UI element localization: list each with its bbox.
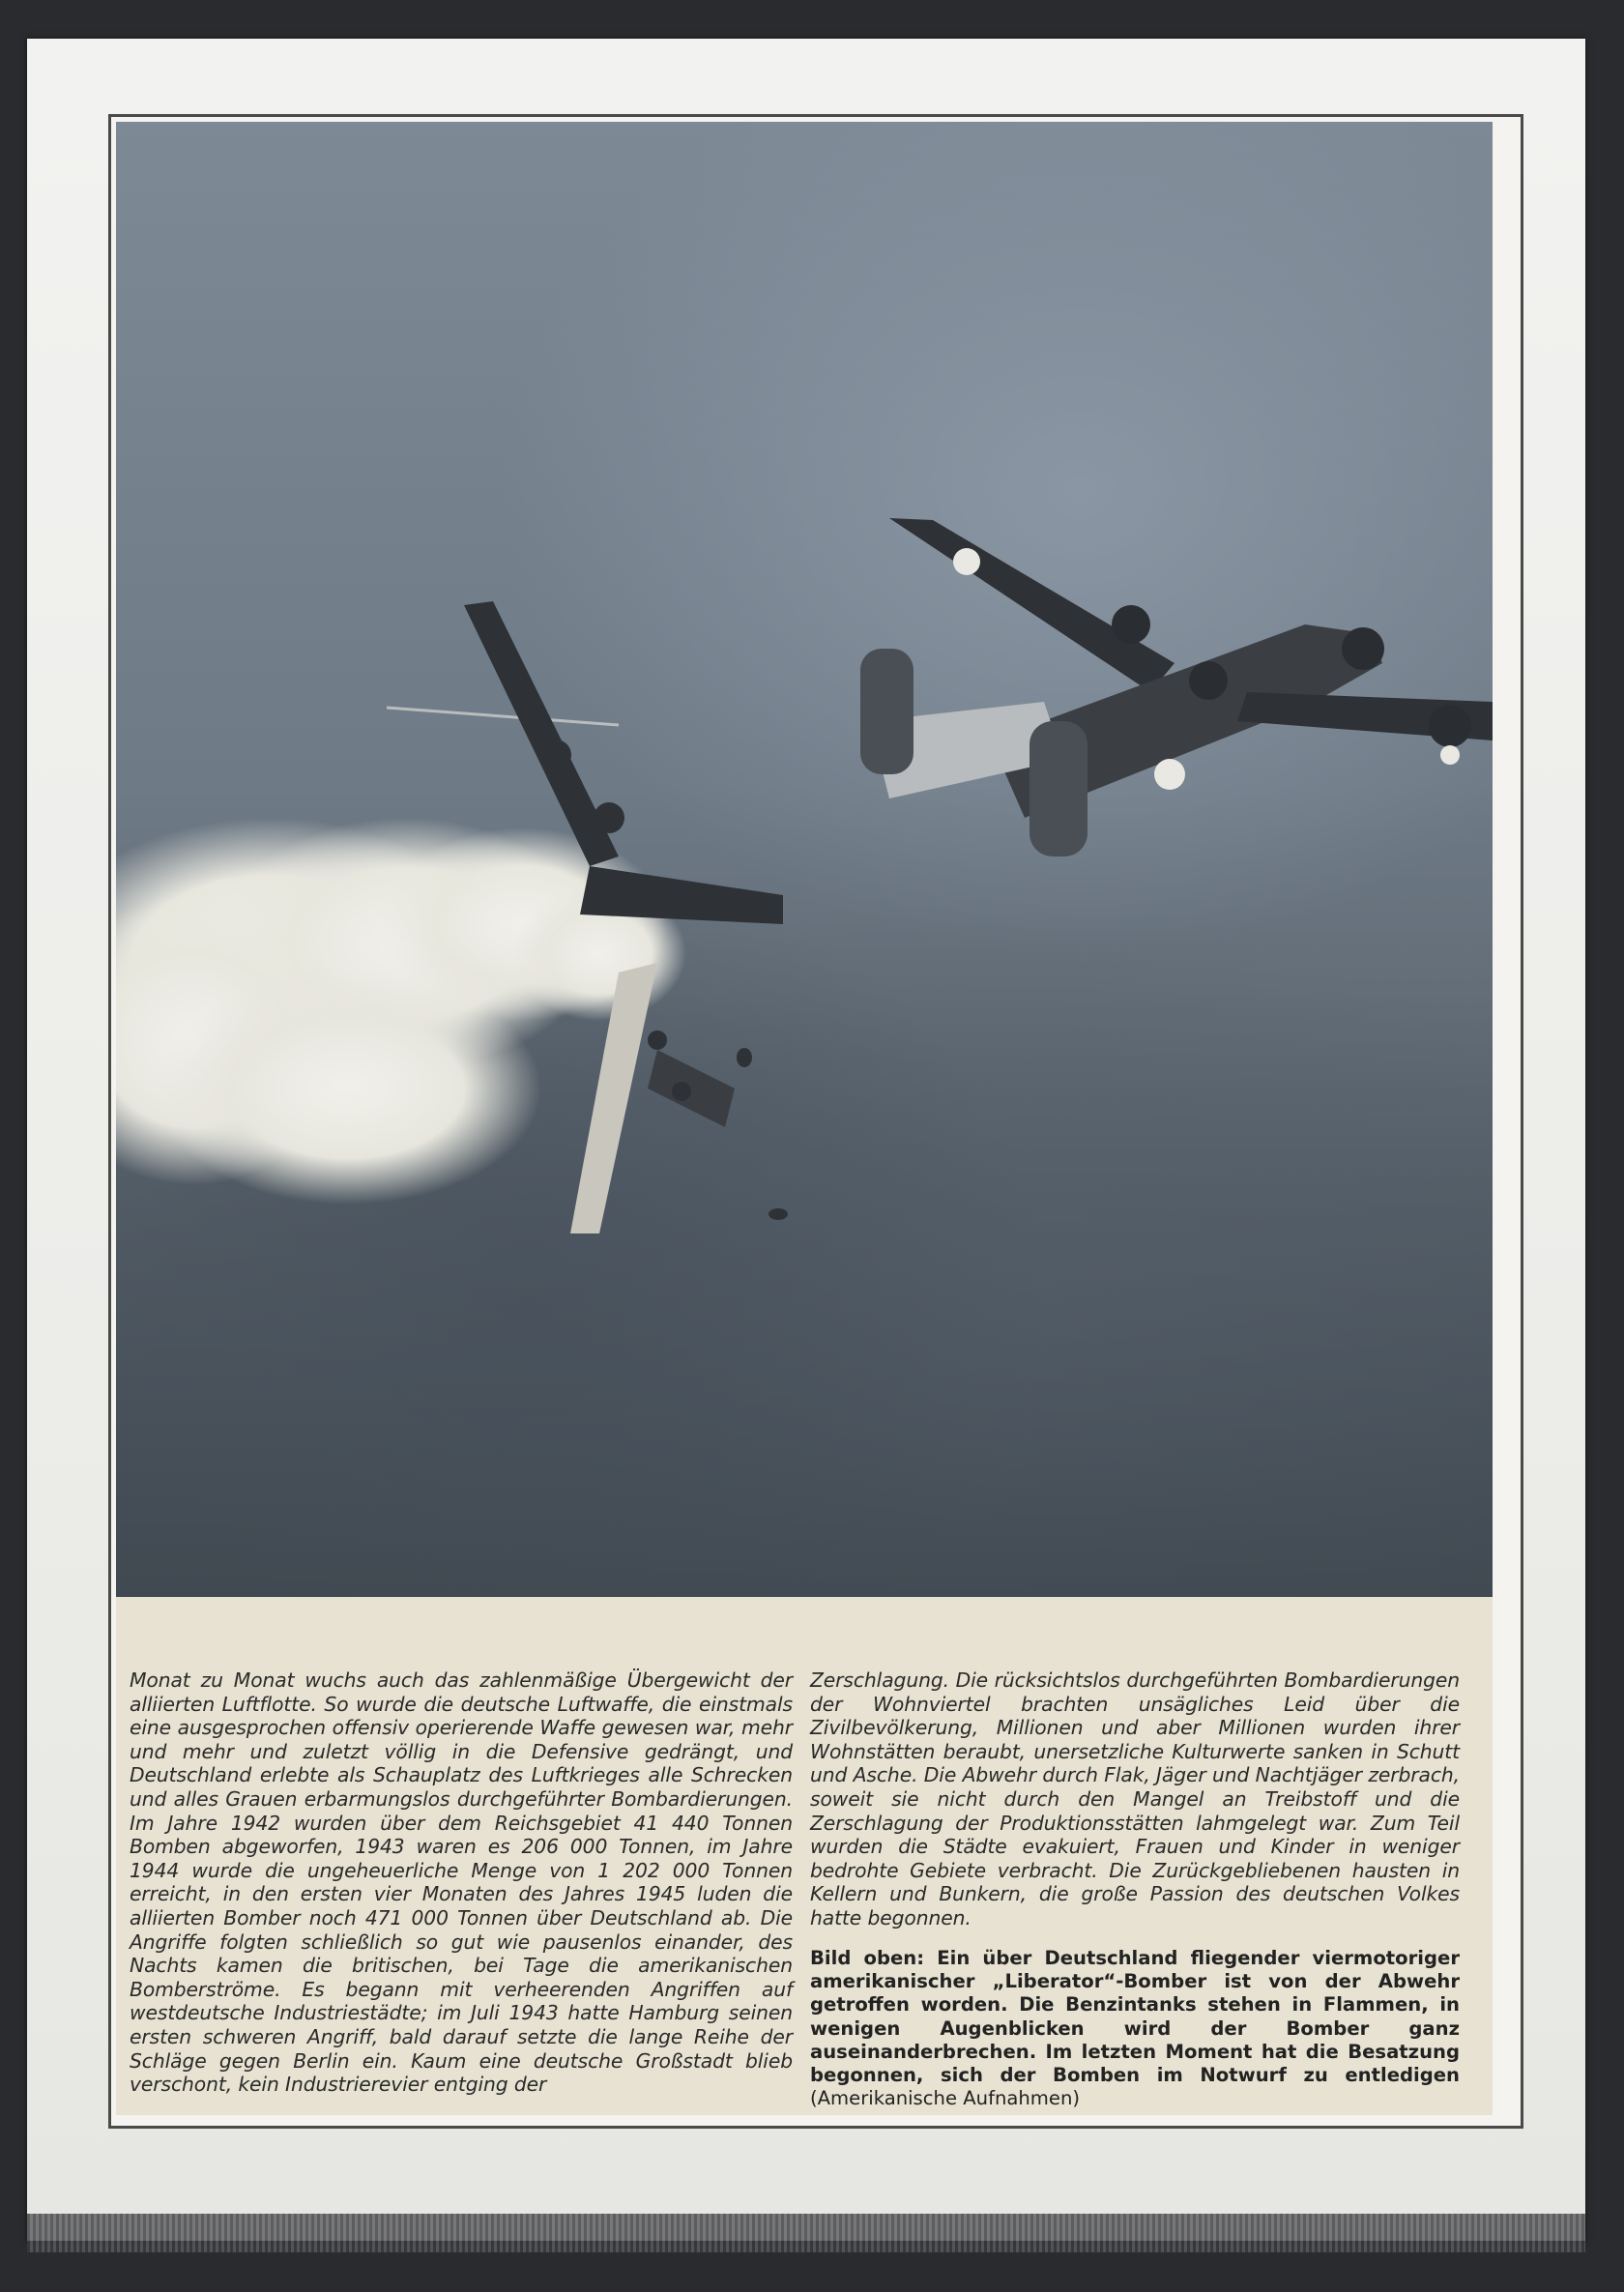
article-right-text: Zerschlagung. Die rücksichtslos durchgeführten Bombardierungen der Wohnviertel brachten unsägliches Leid über die Zivilbevölkerung, Millionen und aber Millionen wurden ihrer Wohnstätten beraubt, unersetzliche Kulturwerte sanken in Schutt und Asche. Die Abwehr durch Flak, Jäger und Nachtjäger zerbrach, soweit sie nicht durch den Mangel an Treibstoff und die Zerschlagung der Produktionsstätten lahmgelegt war. Zum Teil wurden die Städte evakuiert, Frauen und Kinder in weniger bedrohte Gebiete verbracht. Die Zurückgebliebenen hausten in Kellern und Bunkern, die große Passion des deutschen Volkes hatte begonnen. bbox=[810, 1668, 1460, 1929]
photo-credit: (Amerikanische Aufnahmen) bbox=[810, 2087, 1081, 2110]
article-left-column bbox=[130, 1668, 793, 2097]
caption-text: Bild oben: Ein über Deutschland fliegender viermotoriger amerikanischer „Liberator“-Bomber ist von der Abwehr getroffen worden. Die Benzintanks stehen in Flammen, in wenigen Augenblicken wird der Bomber ganz auseinanderbrechen. Im letzten Moment hat die Besatzung begonnen, sich der Bomben im Notwurf zu entledigen bbox=[810, 1947, 1460, 2087]
article-text-area bbox=[116, 1597, 1493, 2115]
article-left-text: Monat zu Monat wuchs auch das zahlenmäßige Übergewicht der alliierten Luftflotte. So wurde die deutsche Luftwaffe, die einstmals eine ausgesprochen offensiv operierende Waffe gewesen war, mehr und mehr und zuletzt völlig in die Defensive gedrängt, und Deutschland erlebte als Schauplatz des Luftkrieges alle Schrecken und alles Grauen erbarmungslos durchgeführter Bombardierungen. Im Jahre 1942 wurden über dem Reichsgebiet 41 440 Tonnen Bomben abgeworfen, 1943 waren es 206 000 Tonnen, im Jahre 1944 wurde die ungeheuerliche Menge von 1 202 000 Tonnen erreicht, in den ersten vier Monaten des Jahres 1945 luden die alliierten Bomber noch 471 000 Tonnen über Deutschland ab. Die Angriffe folgten schließlich so gut wie pausenlos einander, des Nachts kamen die britischen, bei Tage die amerikanischen Bomberströme. Es begann mit verheerenden Angriffen auf westdeutsche Industriestädte; im Juli 1943 hatte Hamburg seinen ersten schweren Angriff, bald darauf setzte die lange Reihe der Schläge gegen Berlin ein. Kaum eine deutsche Großstadt blieb verschont, kein Industrierevier entging der bbox=[130, 1668, 793, 2097]
aerial-photograph bbox=[116, 122, 1493, 1597]
bomber-scene bbox=[116, 122, 1493, 1597]
article-right-column bbox=[810, 1668, 1460, 1930]
photo-caption bbox=[810, 1947, 1460, 2110]
sleeve-edge bbox=[27, 2214, 1585, 2252]
vapor-streak bbox=[387, 708, 619, 725]
intact-bomber bbox=[860, 518, 1493, 856]
